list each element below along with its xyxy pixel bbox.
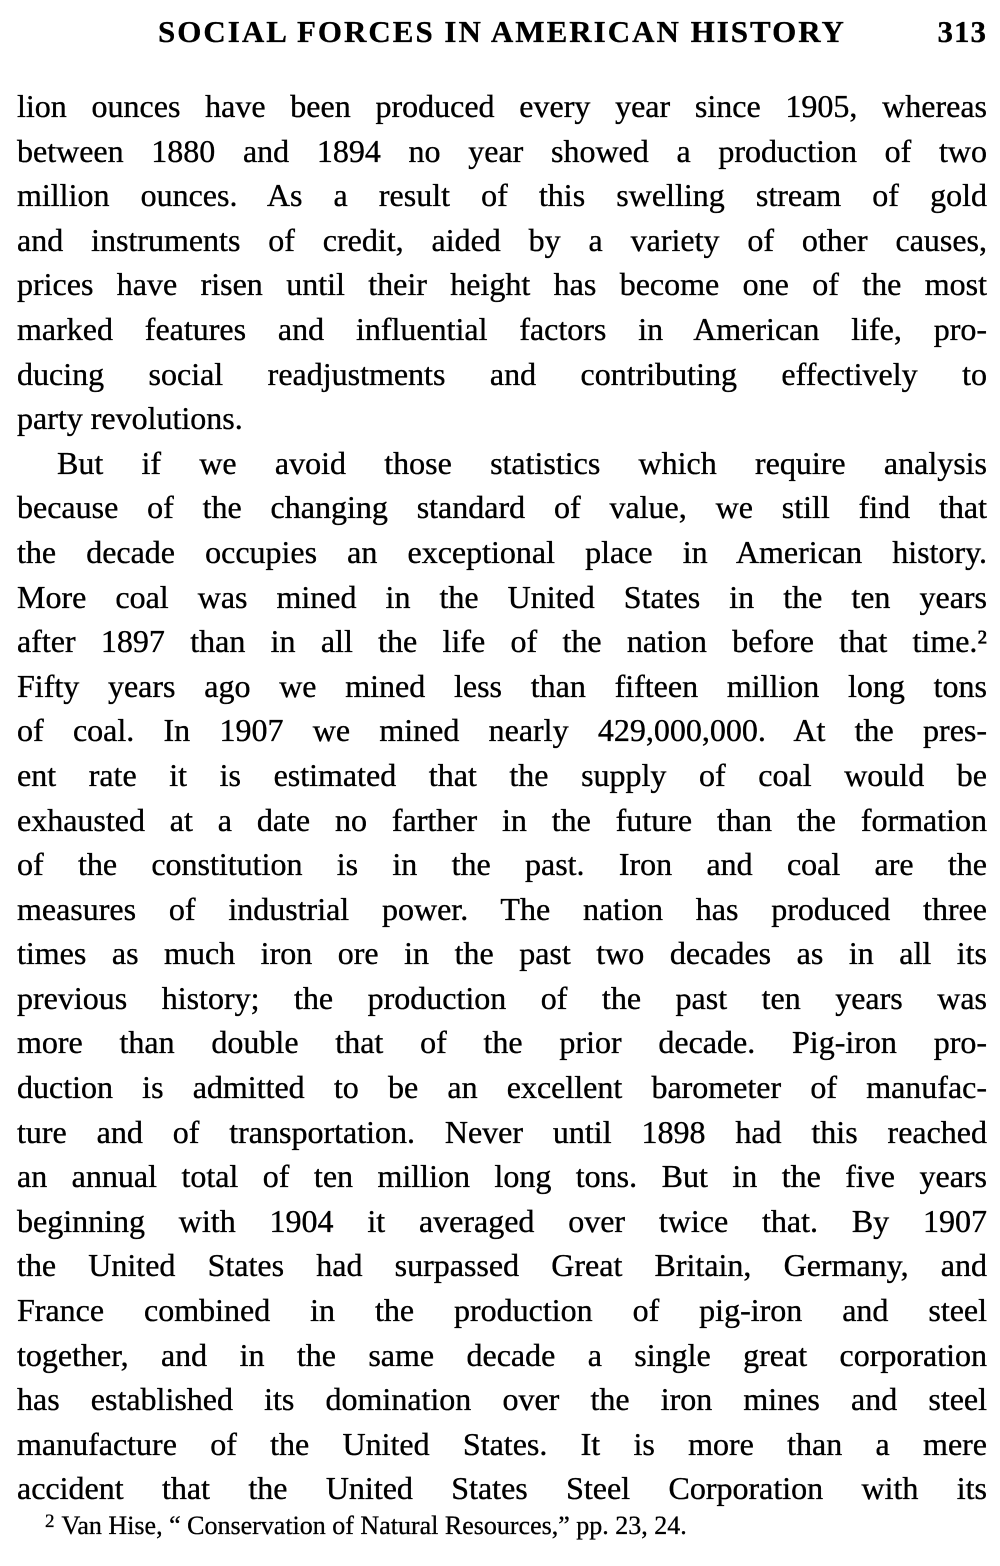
text-line: more than double that of the prior decade. Pig-iron pro- bbox=[17, 1024, 987, 1061]
text-line: Fifty years ago we mined less than fifteen million long tons bbox=[17, 667, 987, 704]
page-body bbox=[17, 84, 987, 1511]
text-line: after 1897 than in all the life of the nation before that time.² bbox=[17, 623, 987, 660]
running-header bbox=[17, 13, 987, 53]
text-line: beginning with 1904 it averaged over twice that. By 1907 bbox=[17, 1202, 987, 1239]
text-line: More coal was mined in the United States in the ten years bbox=[17, 578, 987, 615]
text-line: million ounces. As a result of this swelling stream of gold bbox=[17, 177, 987, 214]
text-line: because of the changing standard of value, we still find that bbox=[17, 489, 987, 526]
text-line: the United States had surpassed Great Britain, Germany, and bbox=[17, 1247, 987, 1284]
footnote-text: Van Hise, “ Conservation of Natural Resources,” pp. 23, 24. bbox=[61, 1511, 687, 1540]
text-line: between 1880 and 1894 no year showed a production of two bbox=[17, 132, 987, 169]
text-line: previous history; the production of the past ten years was bbox=[17, 979, 987, 1016]
text-line: ducing social readjustments and contributing effectively to bbox=[17, 355, 987, 392]
text-line: ture and of transportation. Never until 1898 had this reached bbox=[17, 1113, 987, 1150]
text-line: prices have risen until their height has become one of the most bbox=[17, 266, 987, 303]
text-line: lion ounces have been produced every year since 1905, whereas bbox=[17, 88, 987, 124]
header-title: SOCIAL FORCES IN AMERICAN HISTORY bbox=[158, 14, 846, 49]
text-line: France combined in the production of pig-iron and steel bbox=[17, 1292, 987, 1329]
text-line: duction is admitted to be an excellent barometer of manufac- bbox=[17, 1069, 987, 1106]
text-line: measures of industrial power. The nation has produced three bbox=[17, 890, 987, 927]
text-line: of the constitution is in the past. Iron and coal are the bbox=[17, 846, 987, 883]
text-line: and instruments of credit, aided by a variety of other causes, bbox=[17, 221, 987, 258]
text-line: an annual total of ten million long tons. But in the five years bbox=[17, 1158, 987, 1195]
text-line: times as much iron ore in the past two decades as in all its bbox=[17, 935, 987, 972]
text-line: marked features and influential factors in American life, pro- bbox=[17, 310, 987, 347]
text-line: But if we avoid those statistics which require analysis bbox=[57, 444, 987, 481]
text-line: ent rate it is estimated that the supply of coal would be bbox=[17, 756, 987, 793]
text-line: manufacture of the United States. It is more than a mere bbox=[17, 1425, 987, 1462]
text-line: exhausted at a date no farther in the future than the formation bbox=[17, 801, 987, 838]
text-line: party revolutions. bbox=[17, 400, 243, 437]
text-line: the decade occupies an exceptional place in American history. bbox=[17, 533, 987, 570]
page-number: 313 bbox=[937, 14, 987, 49]
text-line: accident that the United States Steel Corporation with its bbox=[17, 1470, 987, 1507]
text-line: has established its domination over the iron mines and steel bbox=[17, 1381, 987, 1418]
footnote-marker: 2 bbox=[45, 1511, 55, 1532]
footnote bbox=[17, 1506, 987, 1549]
text-line: together, and in the same decade a single great corporation bbox=[17, 1336, 987, 1373]
text-line: of coal. In 1907 we mined nearly 429,000,000. At the pres- bbox=[17, 712, 987, 749]
